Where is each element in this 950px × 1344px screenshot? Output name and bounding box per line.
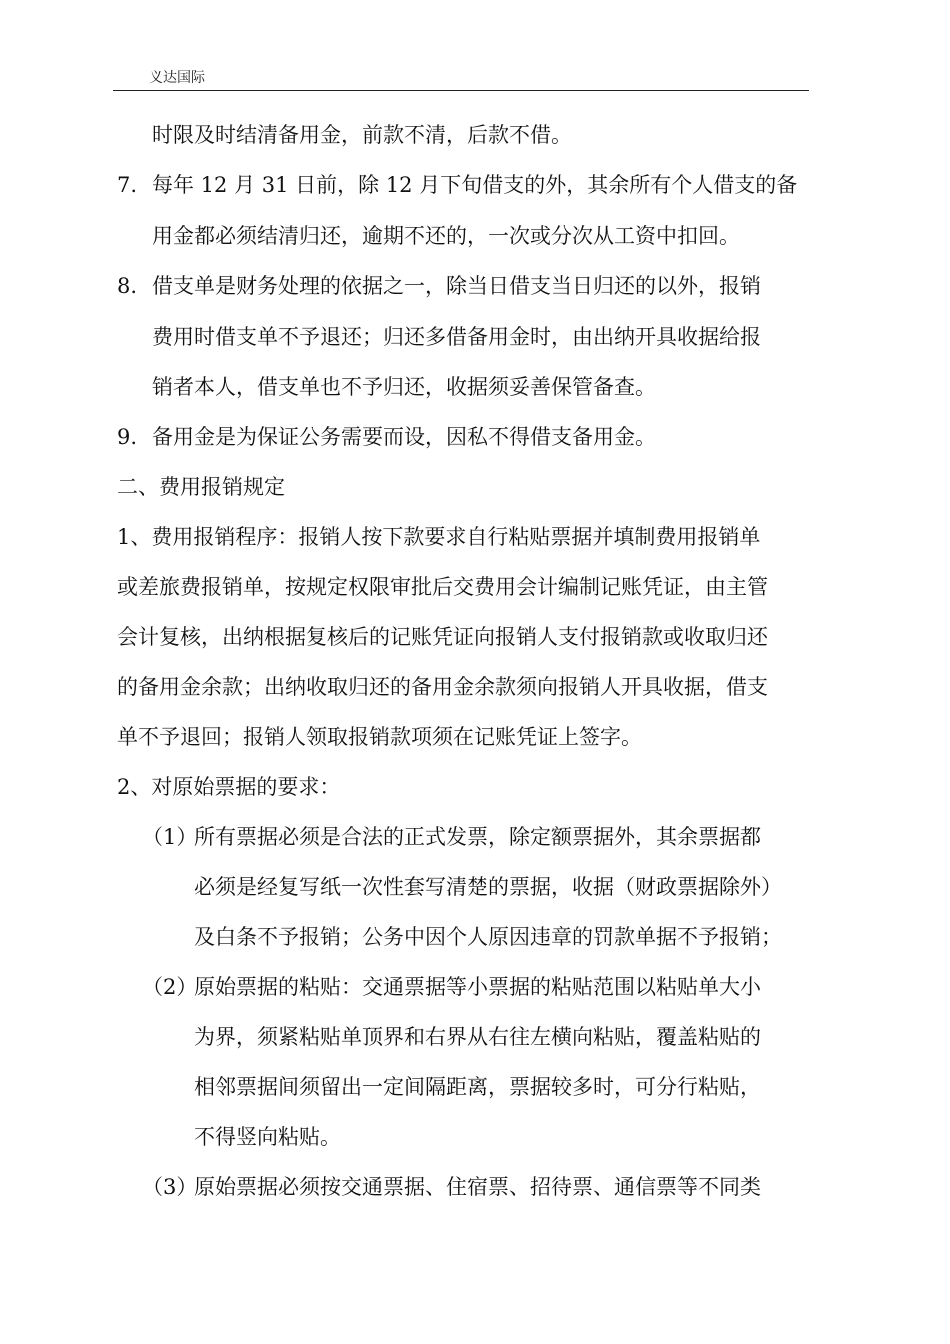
text-line: 的备用金余款；出纳收取归还的备用金余款须向报销人开具收据，借支 [117, 675, 768, 699]
text-line: 费用时借支单不予退还；归还多借备用金时，由出纳开具收据给报 [152, 325, 761, 349]
text-line: 及白条不予报销；公务中因个人原因违章的罚款单据不予报销； [194, 925, 782, 949]
item-number-7: 7. [117, 173, 138, 197]
text-line: 每年 12 月 31 日前，除 12 月下旬借支的外，其余所有个人借支的备 [152, 173, 798, 197]
text-line: 1、费用报销程序：报销人按下款要求自行粘贴票据并填制费用报销单 [117, 525, 761, 549]
text-line: 或差旅费报销单，按规定权限审批后交费用会计编制记账凭证，由主管 [117, 575, 768, 599]
text-line: 时限及时结清备用金，前款不清，后款不借。 [152, 123, 572, 147]
section-heading: 二、费用报销规定 [117, 475, 285, 499]
text-line: 原始票据必须按交通票据、住宿票、招待票、通信票等不同类 [194, 1175, 761, 1199]
text-line: 单不予退回；报销人领取报销款项须在记账凭证上签字。 [117, 725, 642, 749]
text-line: 销者本人，借支单也不予归还，收据须妥善保管备查。 [152, 375, 656, 399]
item-number-p3: （3） [142, 1175, 198, 1199]
item-number-p2: （2） [142, 975, 198, 999]
text-line: 为界，须紧粘贴单顶界和右界从右往左横向粘贴，覆盖粘贴的 [194, 1025, 761, 1049]
text-line: 会计复核，出纳根据复核后的记账凭证向报销人支付报销款或收取归还 [117, 625, 768, 649]
text-line: 借支单是财务处理的依据之一，除当日借支当日归还的以外，报销 [152, 274, 761, 298]
subsection-heading: 2、对原始票据的要求： [117, 775, 341, 799]
text-line: 不得竖向粘贴。 [194, 1125, 341, 1149]
text-line: 用金都必须结清归还，逾期不还的，一次或分次从工资中扣回。 [152, 224, 740, 248]
text-line: 必须是经复写纸一次性套写清楚的票据，收据（财政票据除外） [194, 875, 782, 899]
text-line: 所有票据必须是合法的正式发票，除定额票据外，其余票据都 [194, 825, 761, 849]
item-number-p1: （1） [142, 825, 198, 849]
item-number-8: 8. [117, 274, 138, 298]
item-number-9: 9. [117, 425, 138, 449]
header-company-name: 义达国际 [149, 70, 205, 86]
text-line: 相邻票据间须留出一定间隔距离，票据较多时，可分行粘贴， [194, 1075, 761, 1099]
text-line: 备用金是为保证公务需要而设，因私不得借支备用金。 [152, 425, 656, 449]
text-line: 原始票据的粘贴：交通票据等小票据的粘贴范围以粘贴单大小 [194, 975, 761, 999]
